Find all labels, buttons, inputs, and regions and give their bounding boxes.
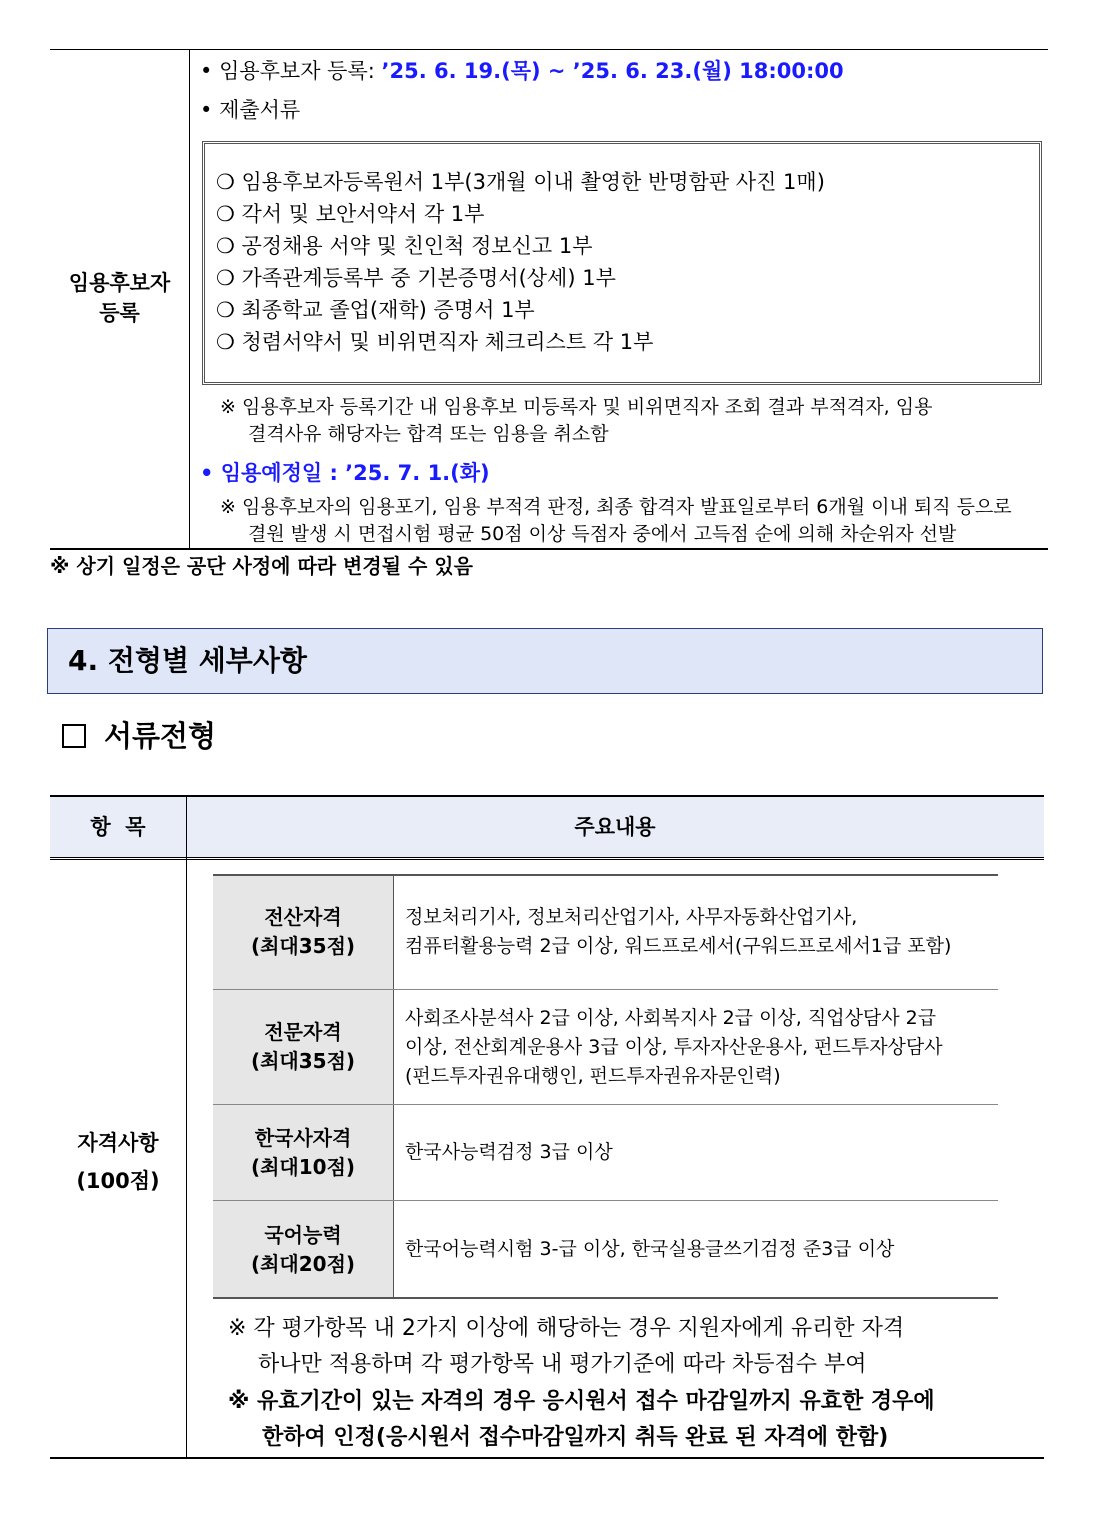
category-name: 국어능력 [264,1223,342,1247]
document-text: 청렴서약서 및 비위면직자 체크리스트 각 1부 [241,330,654,354]
registration-label [50,268,189,328]
table-bottom-border [50,548,1048,550]
bullet-icon: • [200,59,220,83]
document-text: 가족관계등록부 중 기본증명서(상세) 1부 [241,266,616,290]
inner-row-divider [213,989,998,990]
document-text: 임용후보자등록원서 1부(3개월 이내 촬영한 반명함판 사진 1매) [241,170,825,194]
category-cell [213,1221,393,1279]
category-cell [213,903,393,961]
content-line: (펀드투자권유대행인, 펀드투자권유자문인력) [405,1065,781,1087]
registration-label-line2: 등록 [99,301,140,325]
table-note1-line2: 하나만 적용하며 각 평가항목 내 평가기준에 따라 차등점수 부여 [258,1352,867,1377]
document-item [216,327,653,357]
table-note2-line2: 한하여 인정(응시원서 접수마감일까지 취득 완료 된 자격에 한함) [262,1425,889,1450]
qualification-label-line1: 자격사항 [77,1131,159,1155]
content-line: 사회조사분석사 2급 이상, 사회복지사 2급 이상, 직업상담사 2급 [405,1007,937,1029]
table-note1-line1: ※ 각 평가항목 내 2가지 이상에 해당하는 경우 지원자에게 유리한 자격 [228,1316,905,1341]
document-text: 각서 및 보안서약서 각 1부 [241,202,485,226]
section-title: 4. 전형별 세부사항 [68,644,307,677]
table-divider [189,49,190,549]
circle-bullet-icon: ❍ [216,298,242,322]
category-content [405,1004,943,1091]
category-cell [213,1018,393,1076]
docs-heading-line [200,96,300,124]
circle-bullet-icon: ❍ [216,266,242,290]
document-item [216,167,825,197]
document-text: 공정채용 서약 및 친인척 정보신고 1부 [241,234,593,258]
subsection-title-line [62,716,216,756]
content-line: 한국어능력시험 3-급 이상, 한국실용글쓰기검정 준3급 이상 [405,1238,895,1260]
category-name: 한국사자격 [254,1126,352,1150]
category-content [405,1138,613,1167]
qualification-label-line2: (100점) [76,1169,160,1193]
checkbox-square-icon [62,724,86,748]
table-bottom-border [50,1457,1044,1459]
category-content [405,903,951,961]
document-item [216,231,593,261]
registration-period: ’25. 6. 19.(목) ~ ’25. 6. 23.(월) 18:00:00 [381,59,844,83]
schedule-note: ※ 상기 일정은 공단 사정에 따라 변경될 수 있음 [50,554,473,578]
registration-note2-line2: 결원 발생 시 면접시험 평균 50점 이상 득점자 중에서 고득점 순에 의해 차순위자 선발 [248,523,957,545]
content-line: 정보처리기사, 정보처리산업기사, 사무자동화산업기사, [405,906,858,928]
header-content: 주요내용 [574,815,656,839]
category-max: (최대10점) [250,1155,356,1179]
table-header-divider [50,857,1044,863]
table-top-border [50,49,1048,50]
appoint-date-line [200,459,490,487]
table-note2-line1: ※ 유효기간이 있는 자격의 경우 응시원서 접수 마감일까지 유효한 경우에 [228,1389,935,1414]
bullet-icon: • [200,98,220,122]
registration-note2-line1: ※ 임용후보자의 임용포기, 임용 부적격 판정, 최종 합격자 발표일로부터 6개월 이내 퇴직 등으로 [220,496,1012,518]
inner-table-bottom-border [213,1297,998,1299]
category-content [405,1235,894,1264]
circle-bullet-icon: ❍ [216,170,242,194]
circle-bullet-icon: ❍ [216,202,242,226]
registration-prefix: 임용후보자 등록: [219,59,382,83]
qualification-label [50,1124,186,1200]
category-cell [213,1124,393,1182]
appoint-date: 임용예정일 : ’25. 7. 1.(화) [220,461,490,485]
category-name: 전산자격 [264,905,342,929]
content-line: 한국사능력검정 3급 이상 [405,1141,613,1163]
registration-note1-line1: ※ 임용후보자 등록기간 내 임용후보 미등록자 및 비위면직자 조회 결과 부적격자, 임용 [220,396,933,418]
inner-table-divider [393,876,394,1297]
category-max: (최대35점) [250,934,356,958]
table-top-border [50,795,1044,797]
document-item [216,199,484,229]
circle-bullet-icon: ❍ [216,234,242,258]
document-text: 최종학교 졸업(재학) 증명서 1부 [241,298,535,322]
category-max: (최대20점) [250,1252,356,1276]
document-item [216,295,535,325]
inner-table-top-border [213,874,998,876]
inner-row-divider [213,1200,998,1201]
table-divider [186,797,187,1457]
inner-row-divider [213,1104,998,1105]
document-item [216,263,616,293]
docs-heading: 제출서류 [219,98,301,122]
category-max: (최대35점) [250,1049,356,1073]
subsection-title: 서류전형 [104,719,217,753]
registration-period-line [200,57,844,85]
registration-label-line1: 임용후보자 [68,271,171,295]
circle-bullet-icon: ❍ [216,330,242,354]
header-item: 항 목 [90,815,146,839]
content-line: 이상, 전산회계운용사 3급 이상, 투자자산운용사, 펀드투자상담사 [405,1036,943,1058]
category-name: 전문자격 [264,1020,342,1044]
content-line: 컴퓨터활용능력 2급 이상, 워드프로세서(구워드프로세서1급 포함) [405,935,952,957]
registration-note1-line2: 결격사유 해당자는 합격 또는 임용을 취소함 [248,423,609,445]
bullet-icon: • [200,461,221,485]
